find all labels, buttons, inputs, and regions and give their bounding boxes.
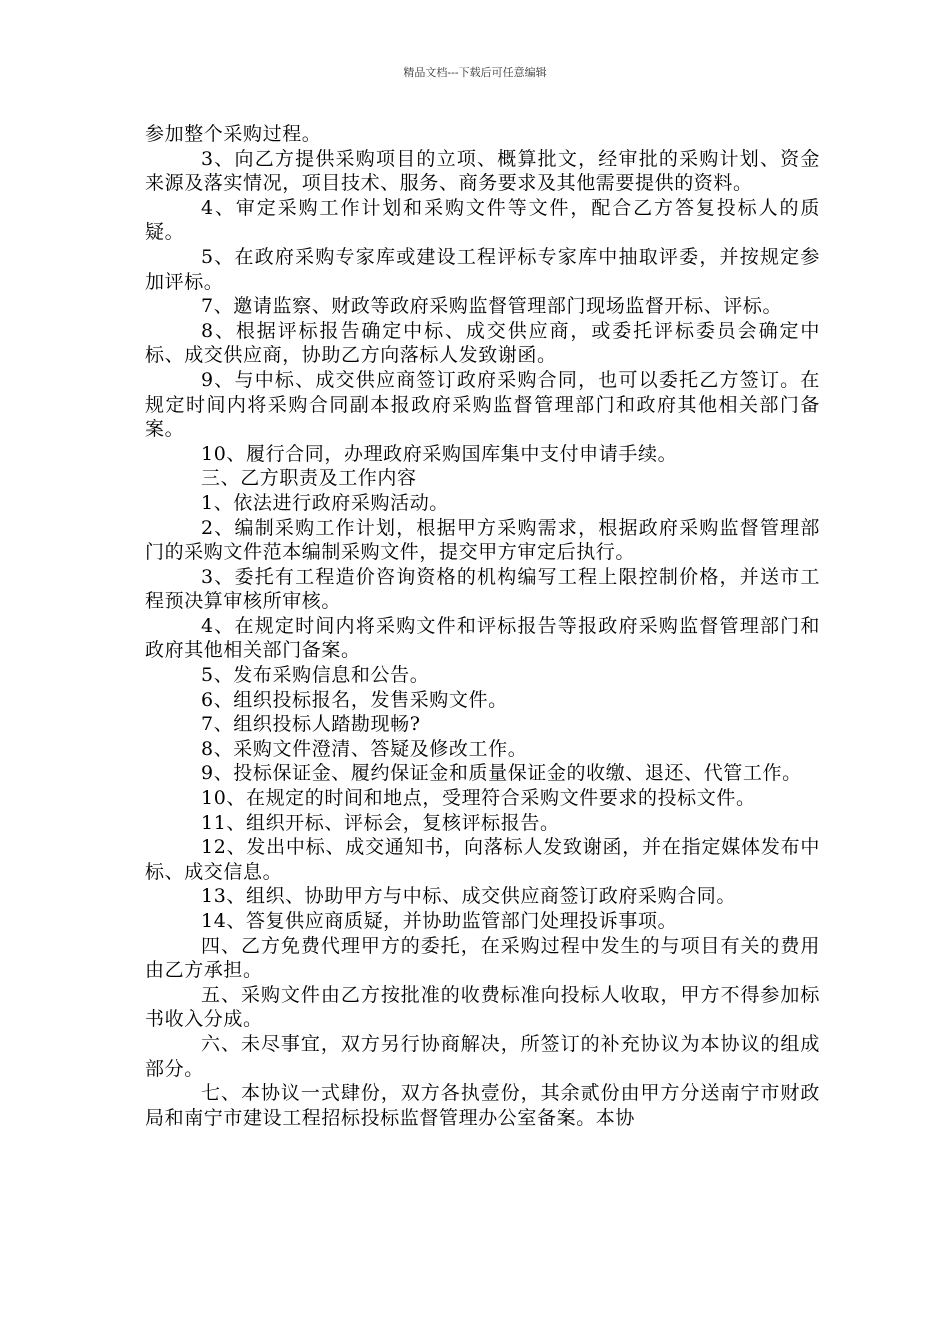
paragraph: 9、投标保证金、履约保证金和质量保证金的收缴、退还、代管工作。 [201, 762, 802, 785]
paragraph: 3、向乙方提供采购项目的立项、概算批文，经审批的采购计划、资金来源及落实情况，项目技术、服务、商务要求及其他需要提供的资料。 [145, 147, 820, 195]
paragraph: 8、根据评标报告确定中标、成交供应商，或委托评标委员会确定中标、成交供应商，协助乙方向落标人发致谢函。 [145, 319, 820, 367]
paragraph: 6、组织投标报名，发售采购文件。 [201, 688, 508, 711]
section-heading: 三、乙方职责及工作内容 [201, 467, 417, 490]
paragraph: 12、发出中标、成交通知书，向落标人发致谢函，并在指定媒体发布中标、成交信息。 [145, 836, 820, 883]
section-paragraph: 六、未尽事宜，双方另行协商解决，所签订的补充协议为本协议的组成部分。 [145, 1032, 820, 1080]
paragraph: 9、与中标、成交供应商签订政府采购合同，也可以委托乙方签订。在规定时间内将采购合同副本报政府采购监督管理部门和政府其他相关部门备案。 [145, 368, 820, 441]
paragraph: 14、答复供应商质疑，并协助监管部门处理投诉事项。 [201, 910, 678, 932]
paragraph: 1、依法进行政府采购活动。 [201, 491, 449, 514]
paragraph: 7、邀请监察、财政等政府采购监督管理部门现场监督开标、评标。 [201, 295, 783, 318]
paragraph: 3、委托有工程造价咨询资格的机构编写工程上限控制价格，并送市工程预决算审核所审核。 [145, 565, 820, 613]
paragraph: 5、发布采购信息和公告。 [201, 664, 430, 687]
paragraph: 10、履行合同，办理政府采购国库集中支付申请手续。 [201, 442, 678, 465]
paragraph: 7、组织投标人踏勘现畅? [201, 713, 421, 736]
paragraph: 10、在规定的时间和地点，受理符合采购文件要求的投标文件。 [201, 787, 756, 810]
paragraph: 4、在规定时间内将采购文件和评标报告等报政府采购监督管理部门和政府其他相关部门备案。 [145, 614, 820, 662]
paragraph: 参加整个采购过程。 [145, 123, 322, 145]
paragraph: 2、编制采购工作计划，根据甲方采购需求，根据政府采购监督管理部门的采购文件范本编制采购文件，提交甲方审定后执行。 [145, 516, 820, 564]
paragraph: 13、组织、协助甲方与中标、成交供应商签订政府采购合同。 [201, 885, 736, 908]
paragraph: 5、在政府采购专家库或建设工程评标专家库中抽取评委，并按规定参加评标。 [145, 245, 820, 293]
paragraph: 11、组织开标、评标会，复核评标报告。 [201, 811, 560, 834]
section-paragraph: 四、乙方免费代理甲方的委托，在采购过程中发生的与项目有关的费用由乙方承担。 [145, 934, 820, 982]
paragraph: 4、审定采购工作计划和采购文件等文件，配合乙方答复投标人的质疑。 [145, 196, 820, 244]
section-paragraph: 七、本协议一式肆份，双方各执壹份，其余贰份由甲方分送南宁市财政局和南宁市建设工程招标投标监督管理办公室备案。本协 [145, 1082, 820, 1129]
section-paragraph: 五、采购文件由乙方按批准的收费标准向投标人收取，甲方不得参加标书收入分成。 [145, 983, 820, 1031]
page-header: 精品文档---下载后可任意编辑 [403, 66, 547, 79]
document-body [145, 122, 820, 1130]
paragraph: 8、采购文件澄清、答疑及修改工作。 [201, 737, 528, 760]
